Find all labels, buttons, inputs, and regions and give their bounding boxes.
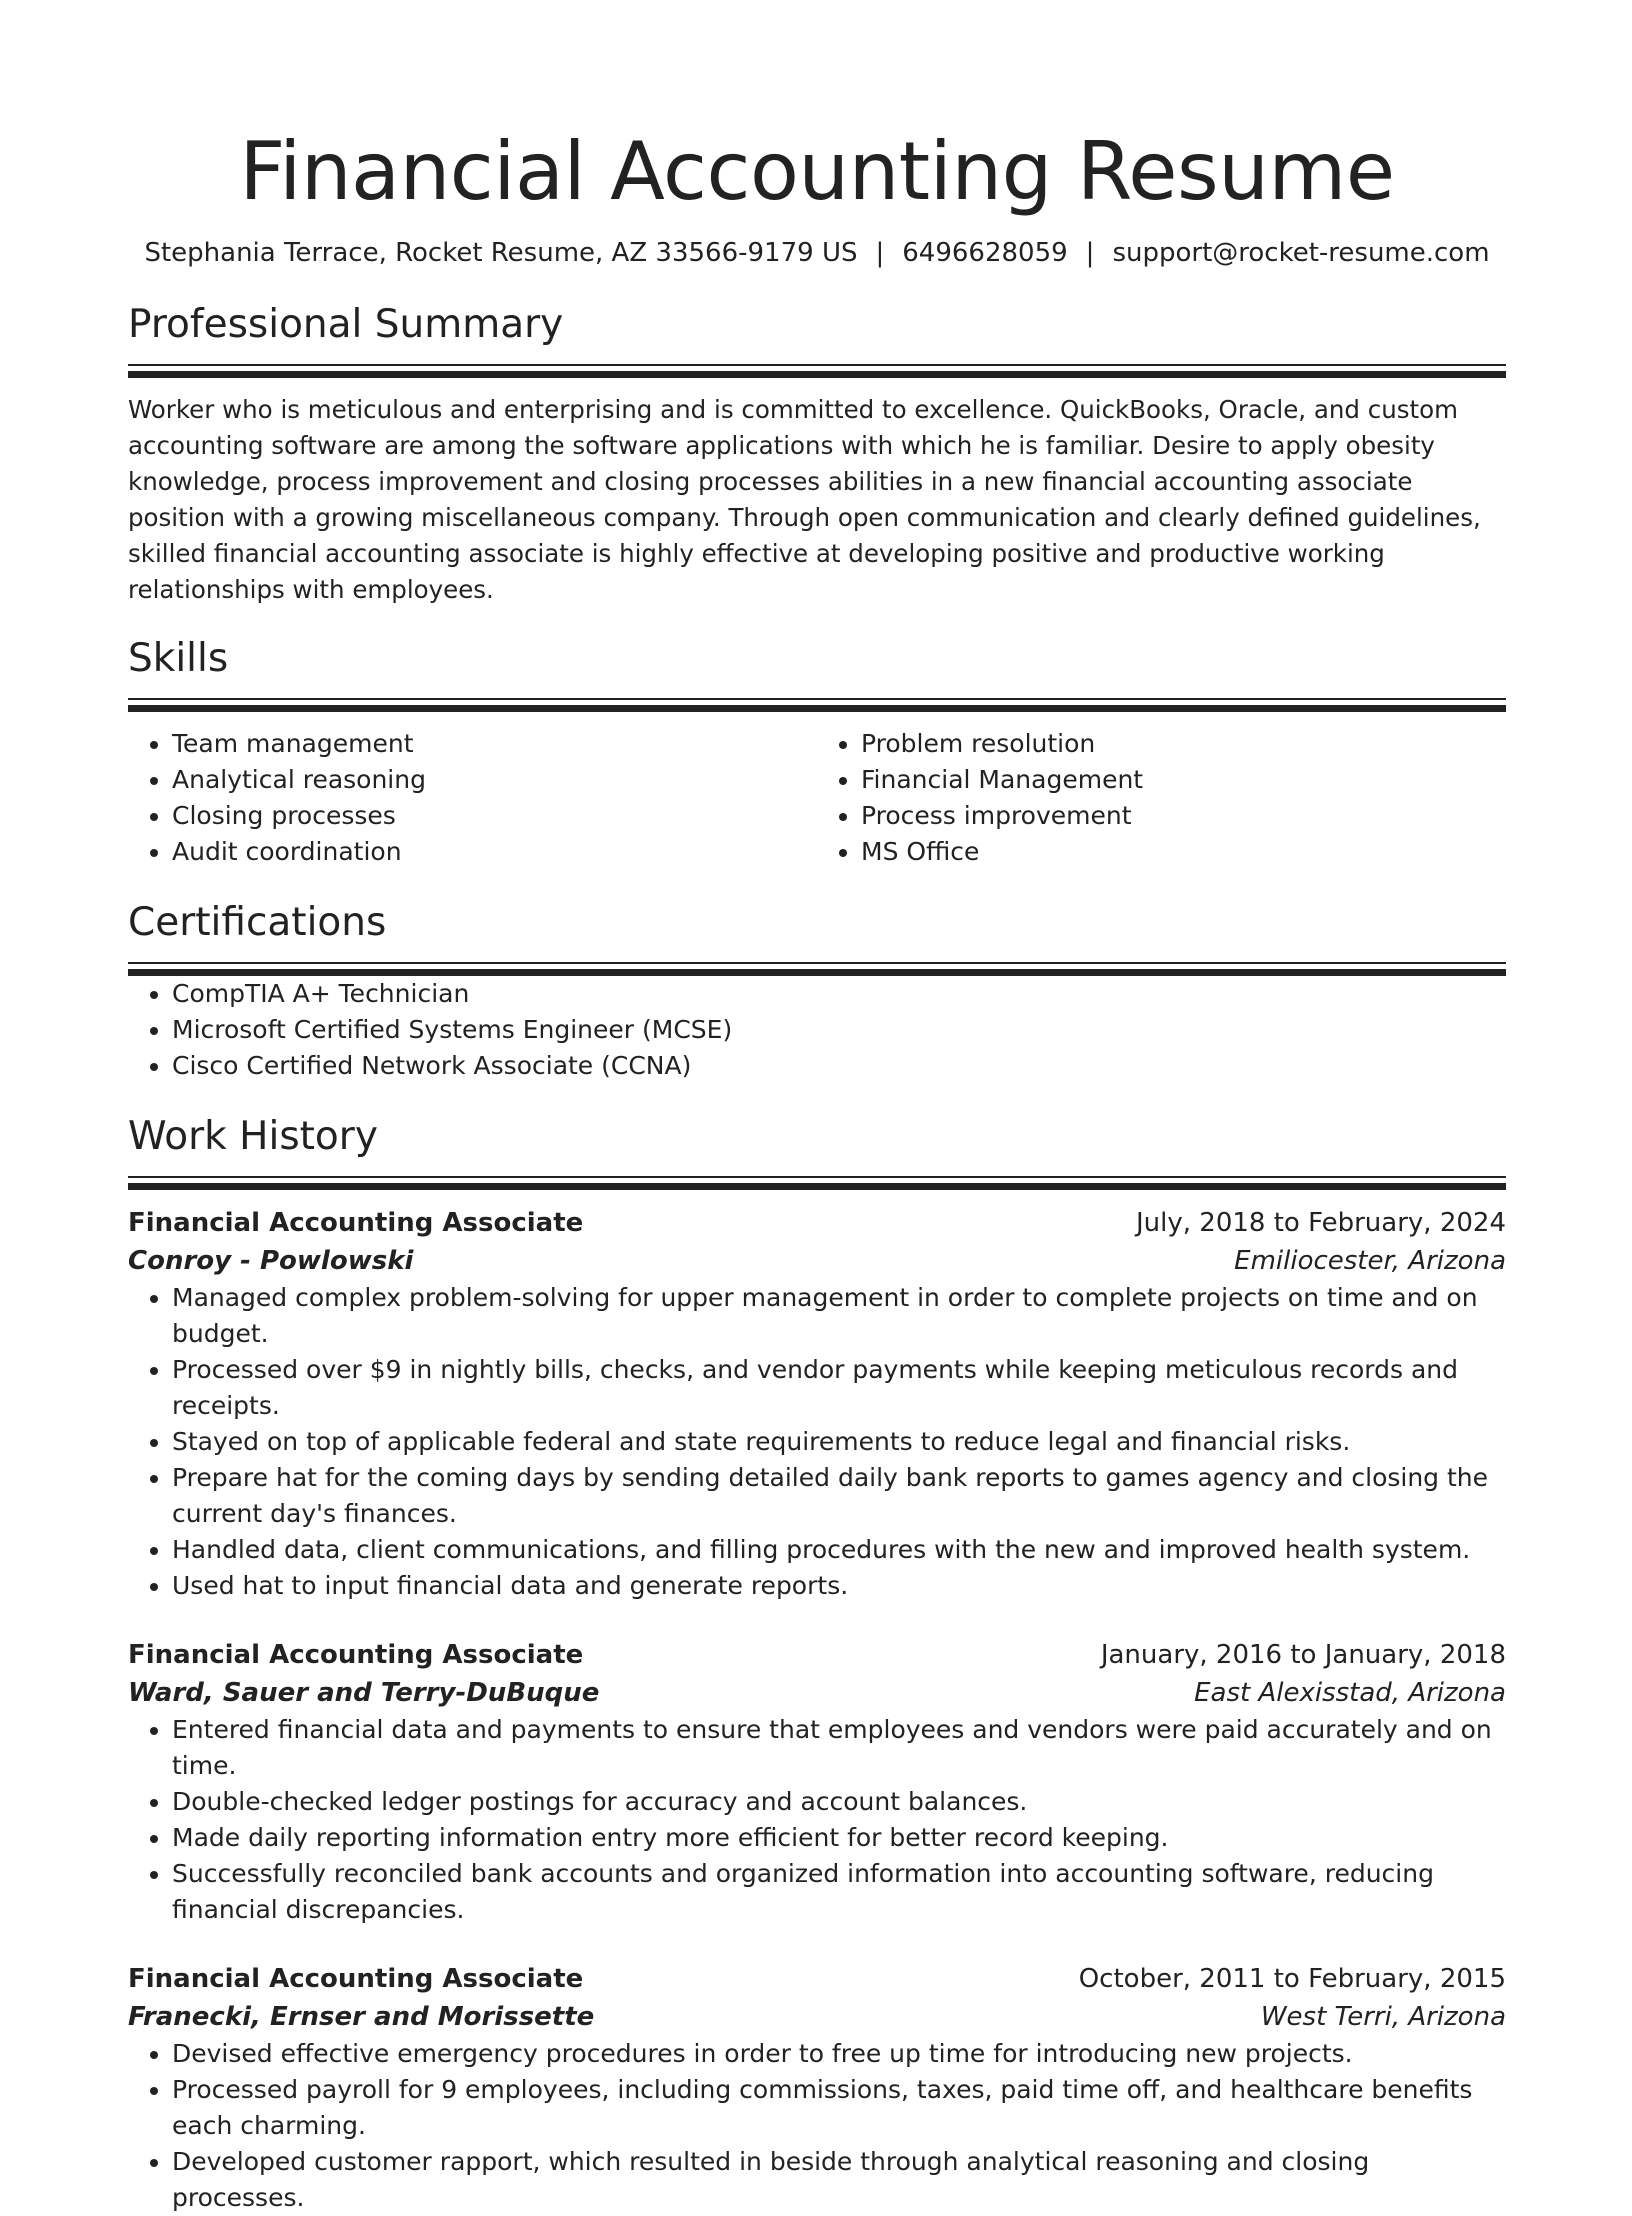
skills-list-left <box>128 726 817 870</box>
job-duty: • Processed payroll for 9 employees, including commissions, taxes, paid time off, and healthcare benefits each charming. <box>172 2072 1506 2144</box>
job-duties-list <box>128 2036 1506 2216</box>
job-company: Ward, Sauer and Terry-DuBuque <box>128 1678 600 1708</box>
contact-address: Stephania Terrace, Rocket Resume, AZ 33566-9179 US <box>144 238 858 268</box>
job-duty: • Successfully reconciled bank accounts and organized information into accounting software, reducing financial discrepancies. <box>172 1856 1506 1928</box>
certifications-heading: Certifications <box>128 900 387 945</box>
job-duty: • Made daily reporting information entry more efficient for better record keeping. <box>172 1820 1506 1856</box>
summary-text: Worker who is meticulous and enterprising and is committed to excellence. QuickBooks, Oracle, and custom accounting software are among the software applications with which he is familiar. Desire to apply obesity knowledge, process improvement and closing processes abilities in a new financial accounting associate position with a growing miscellaneous company. Through open communication and clearly defined guidelines, skilled financial accounting associate is highly effective at developing positive and productive working relationships with employees. <box>128 395 1481 604</box>
job-dates: July, 2018 to February, 2024 <box>1136 1208 1506 1238</box>
skill-item: • MS Office <box>861 834 1506 870</box>
skill-item: • Closing processes <box>172 798 817 834</box>
job-header <box>128 1960 1506 1998</box>
contact-email[interactable]: support@rocket-resume.com <box>1112 238 1490 268</box>
summary-section <box>128 300 1506 608</box>
job-duty: • Handled data, client communications, and filling procedures with the new and improved health system. <box>172 1532 1506 1568</box>
contact-phone[interactable]: 6496628059 <box>902 238 1068 268</box>
job-duty: • Used hat to input financial data and generate reports. <box>172 1568 1506 1604</box>
job-subheader <box>128 1998 1506 2036</box>
job-dates: January, 2016 to January, 2018 <box>1100 1640 1506 1670</box>
certification-item: • Cisco Certified Network Associate (CCNA) <box>172 1048 1506 1084</box>
job-title: Financial Accounting Associate <box>128 1640 584 1670</box>
job-header <box>128 1636 1506 1674</box>
resume-title: Financial Accounting Resume <box>239 125 1395 218</box>
job-duty: • Managed complex problem-solving for upper management in order to complete projects on time and on budget. <box>172 1280 1506 1352</box>
skills-columns <box>128 726 1506 870</box>
skills-heading: Skills <box>128 636 229 681</box>
job-subheader <box>128 1674 1506 1712</box>
section-divider <box>128 962 1506 976</box>
job-duty: • Entered financial data and payments to ensure that employees and vendors were paid accurately and on time. <box>172 1712 1506 1784</box>
job-duties-list <box>128 1712 1506 1928</box>
skill-item: • Problem resolution <box>861 726 1506 762</box>
job-title: Financial Accounting Associate <box>128 1208 584 1238</box>
certification-item: • Microsoft Certified Systems Engineer (MCSE) <box>172 1012 1506 1048</box>
job-entry <box>128 1960 1506 2216</box>
section-divider <box>128 1176 1506 1190</box>
job-header <box>128 1204 1506 1242</box>
skill-item: • Financial Management <box>861 762 1506 798</box>
skill-item: • Team management <box>172 726 817 762</box>
contact-separator: | <box>875 238 885 268</box>
skill-item: • Audit coordination <box>172 834 817 870</box>
job-location: West Terri, Arizona <box>1260 2002 1506 2032</box>
summary-heading: Professional Summary <box>128 302 564 347</box>
job-duty: • Devised effective emergency procedures in order to free up time for introducing new projects. <box>172 2036 1506 2072</box>
contact-line <box>128 236 1506 270</box>
job-duty: • Developed customer rapport, which resulted in beside through analytical reasoning and closing processes. <box>172 2144 1506 2216</box>
skill-item: • Analytical reasoning <box>172 762 817 798</box>
skills-list-right <box>817 726 1506 870</box>
certifications-section <box>128 898 1506 1084</box>
work-history-heading: Work History <box>128 1114 378 1159</box>
job-company: Conroy - Powlowski <box>128 1246 414 1276</box>
section-divider <box>128 698 1506 712</box>
job-dates: October, 2011 to February, 2015 <box>1078 1964 1506 1994</box>
job-duty: • Processed over $9 in nightly bills, checks, and vendor payments while keeping meticulous records and receipts. <box>172 1352 1506 1424</box>
job-duties-list <box>128 1280 1506 1604</box>
job-duty: • Double-checked ledger postings for accuracy and account balances. <box>172 1784 1506 1820</box>
section-divider <box>128 364 1506 378</box>
certifications-list <box>128 976 1506 1084</box>
skills-section <box>128 634 1506 870</box>
job-entry <box>128 1636 1506 1928</box>
job-duty: • Prepare hat for the coming days by sending detailed daily bank reports to games agency and closing the current day's finances. <box>172 1460 1506 1532</box>
job-title: Financial Accounting Associate <box>128 1964 584 1994</box>
work-history-section <box>128 1112 1506 2216</box>
certification-item: • CompTIA A+ Technician <box>172 976 1506 1012</box>
job-subheader <box>128 1242 1506 1280</box>
job-entry <box>128 1204 1506 1604</box>
contact-separator: | <box>1085 238 1095 268</box>
skill-item: • Process improvement <box>861 798 1506 834</box>
job-location: East Alexisstad, Arizona <box>1194 1678 1506 1708</box>
job-location: Emiliocester, Arizona <box>1234 1246 1506 1276</box>
resume-page <box>128 0 1506 2216</box>
job-duty: • Stayed on top of applicable federal and state requirements to reduce legal and financial risks. <box>172 1424 1506 1460</box>
job-company: Franecki, Ernser and Morissette <box>128 2002 595 2032</box>
